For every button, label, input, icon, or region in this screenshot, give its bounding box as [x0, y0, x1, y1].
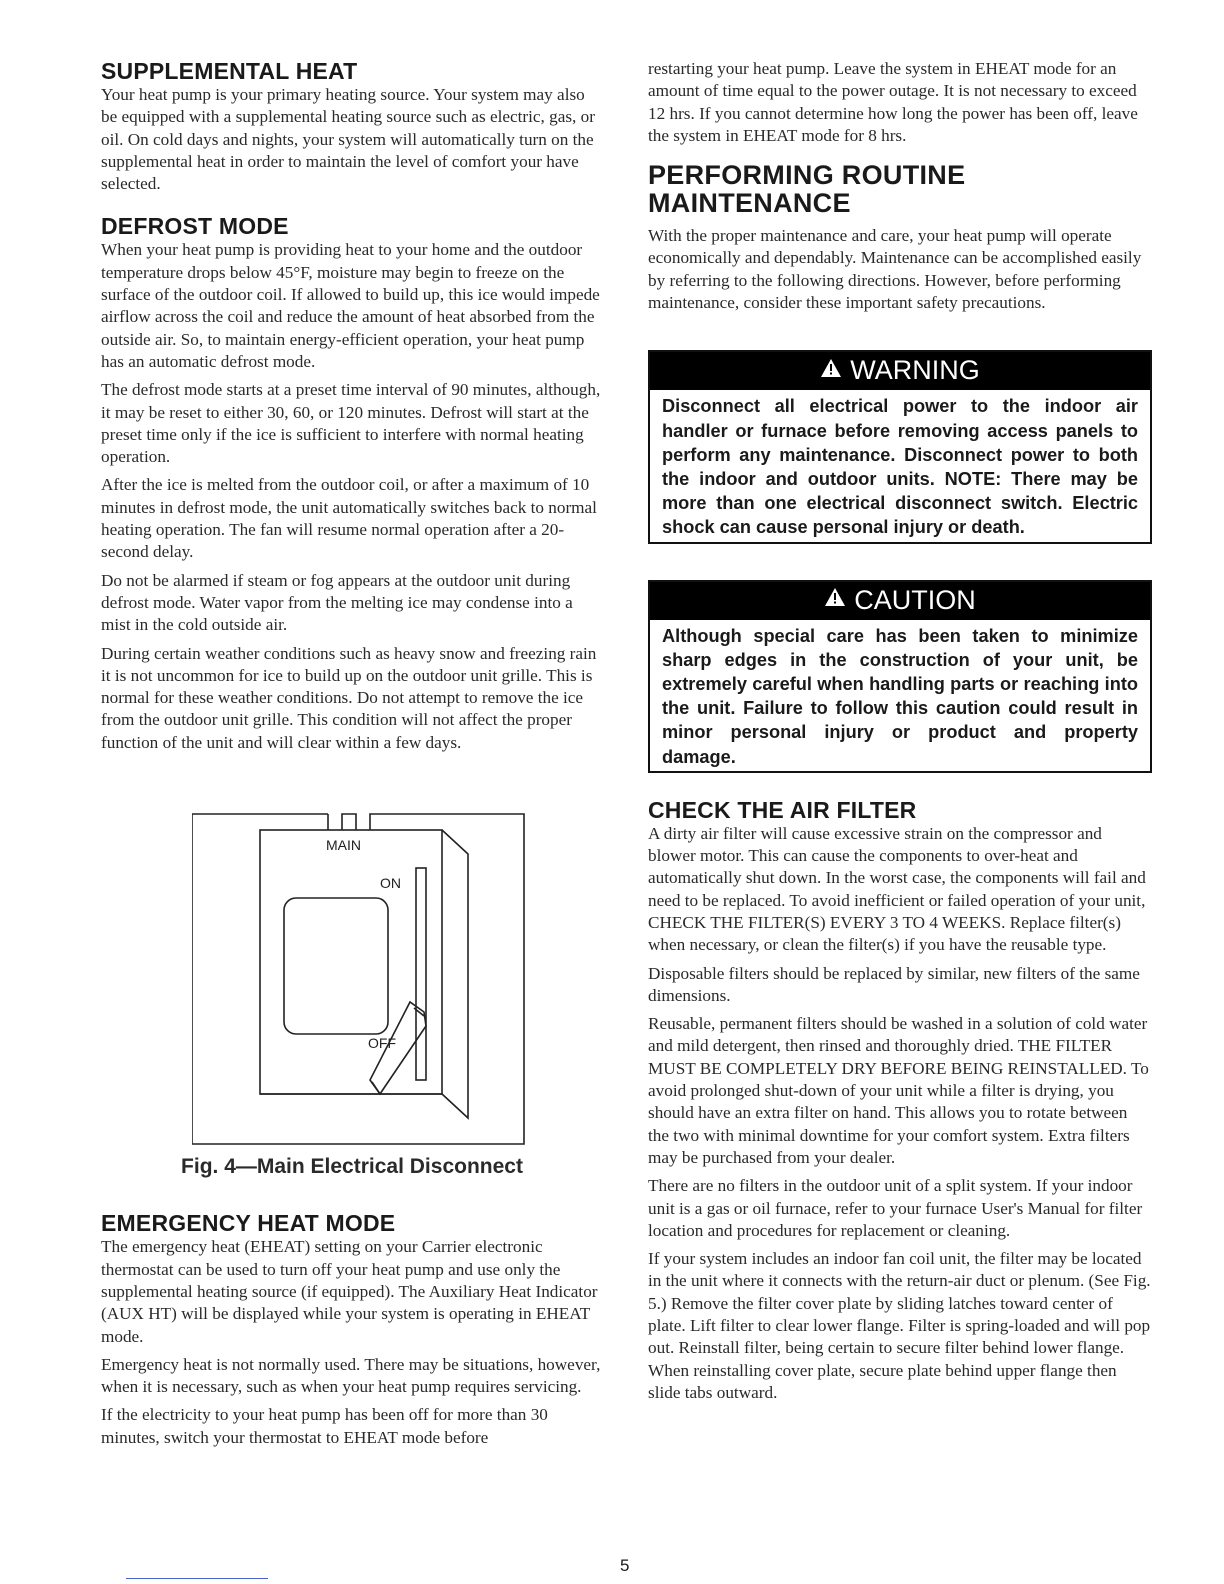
- emergency-continued-paragraph: restarting your heat pump. Leave the system in EHEAT mode for an amount of time equal to the power outage. It is not necessary to exceed 12 hrs. If you cannot determine how long the power has been off, leave the system in EHEAT mode for 8 hrs.: [648, 59, 1138, 145]
- defrost-paragraph-3: After the ice is melted from the outdoor coil, or after a maximum of 10 minutes in defrost mode, the unit automatically switches back to normal heating operation. The fan will resume normal operation after a 20-second delay.: [101, 475, 597, 562]
- caution-title: CAUTION: [854, 584, 976, 615]
- filter-paragraph-1: A dirty air filter will cause excessive strain on the compressor and blower motor. This can cause the components to over-heat and automatically shut down. In the worst case, the components will fail and need to be replaced. To avoid inefficient or failed operation of your unit, CHECK THE FILTER(S) EVERY 3 TO 4 WEEKS. Replace filter(s) when necessary, or clean the filter(s) if you have the reusable type.: [648, 823, 1146, 955]
- filter-paragraph-3: Reusable, permanent filters should be washed in a solution of cold water and mild detergent, then rinsed and thoroughly dried. THE FILTER MUST BE COMPLETELY DRY BEFORE BEING REINSTALLED. To avoid prolonged shut-down of your unit while a filter is drying, you should have an extra filter on hand. This allows you to rotate between the two with minimal downtime for your comfort system. Extra filters may be purchased from your dealer.: [648, 1014, 1149, 1167]
- caution-box: [648, 580, 1152, 773]
- supplemental-heat-paragraph: Your heat pump is your primary heating source. Your system may also be equipped with a supplemental heating source such as electric, gas, or oil. On cold days and nights, your system will automatically turn on the supplemental heat in order to maintain the level of comfort your have selected.: [101, 85, 595, 194]
- filter-paragraph-5: If your system includes an indoor fan coil unit, the filter may be located in the unit where it connects with the return-air duct or plenum. (See Fig. 5.) Remove the filter cover plate by sliding latches toward center of plate. Lift filter to clear lower flange. Filter is spring-loaded and will pop out. Reinstall filter, being certain to secure filter behind lower flange. When reinstalling cover plate, secure plate behind upper flange then slide tabs outward.: [648, 1249, 1151, 1402]
- maintenance-paragraph: With the proper maintenance and care, your heat pump will operate economically and dependably. Maintenance can be accomplished easily by referring to the following directions. However, before performing maintenance, consider these important safety precautions.: [648, 226, 1142, 313]
- left-column: [101, 58, 603, 1455]
- maintenance-heading-line1: PERFORMING ROUTINE: [648, 160, 966, 191]
- warning-body: Disconnect all electrical power to the indoor air handler or furnace before removing access panels to perform any maintenance. Disconnect power to both the indoor and outdoor units. NOTE: There may be more than one electrical disconnect switch. Electric shock can cause personal injury or death.: [662, 396, 1138, 538]
- caution-body: Although special care has been taken to minimize sharp edges in the construction of your unit, be extremely careful when handling parts or reaching into the unit. Failure to follow this caution could result in minor personal injury or product and property damage.: [662, 625, 1138, 767]
- warning-header: [650, 352, 1150, 390]
- emergency-heat-heading: EMERGENCY HEAT MODE: [101, 1210, 396, 1237]
- emergency-paragraph-2: Emergency heat is not normally used. There may be situations, however, when it is necessary, such as when your heat pump requires servicing.: [101, 1354, 601, 1397]
- emergency-paragraph-1: The emergency heat (EHEAT) setting on your Carrier electronic thermostat can be used to turn off your heat pump and use only the supplemental heating source (if equipped). The Auxiliary Heat Indicator (AUX HT) will be displayed while your system is operating in EHEAT mode.: [101, 1237, 598, 1346]
- emergency-paragraph-3: If the electricity to your heat pump has been off for more than 30 minutes, switch your thermostat to EHEAT mode before: [101, 1405, 548, 1447]
- on-label: ON: [380, 875, 401, 892]
- warning-triangle-icon: [820, 351, 842, 387]
- main-label: MAIN: [326, 837, 361, 854]
- filter-paragraph-2: Disposable filters should be replaced by similar, new filters of the same dimensions.: [648, 963, 1140, 1005]
- defrost-paragraph-5: During certain weather conditions such as heavy snow and freezing rain it is not uncommon for ice to build up on the outdoor unit grille. This is normal for these weather conditions. Do not attempt to remove the ice from the outdoor unit grille. This condition will not affect the proper function of the unit and will clear within a few days.: [101, 643, 597, 752]
- disconnect-switch-illustration: [192, 812, 526, 1146]
- warning-box: [648, 350, 1152, 543]
- check-air-filter-heading: CHECK THE AIR FILTER: [648, 796, 917, 823]
- main-disconnect-figure: [192, 812, 526, 1142]
- figure-caption: Fig. 4—Main Electrical Disconnect: [181, 1155, 523, 1179]
- caution-triangle-icon: [824, 580, 846, 616]
- footer-rule: [126, 1578, 268, 1579]
- warning-title: WARNING: [850, 355, 980, 386]
- defrost-mode-heading: DEFROST MODE: [101, 213, 289, 240]
- defrost-paragraph-1: When your heat pump is providing heat to your home and the outdoor temperature drops below 45°F, moisture may begin to freeze on the surface of the outdoor coil. If allowed to build up, this ice would impede airflow across the coil and reduce the amount of heat absorbed from the outside air. So, to maintain energy-efficient operation, your heat pump has an automatic defrost mode.: [101, 240, 600, 371]
- page-number: 5: [620, 1556, 630, 1575]
- filter-paragraph-4: There are no filters in the outdoor unit of a split system. If your indoor unit is a gas or oil furnace, refer to your furnace User's Manual for filter location and procedures for replacement or cleaning.: [648, 1176, 1143, 1240]
- off-label: OFF: [368, 1035, 396, 1052]
- maintenance-heading-line2: MAINTENANCE: [648, 188, 851, 219]
- defrost-paragraph-4: Do not be alarmed if steam or fog appears at the outdoor unit during defrost mode. Water vapor from the melting ice may condense into a mist in the cold outside air.: [101, 570, 573, 635]
- defrost-paragraph-2: The defrost mode starts at a preset time interval of 90 minutes, although, it may be reset to either 30, 60, or 120 minutes. Defrost will start at the preset time only if the ice is sufficient to interfere with normal heating operation.: [101, 380, 601, 467]
- right-column: [648, 58, 1152, 1410]
- caution-header: [650, 582, 1150, 620]
- supplemental-heat-heading: SUPPLEMENTAL HEAT: [101, 58, 358, 84]
